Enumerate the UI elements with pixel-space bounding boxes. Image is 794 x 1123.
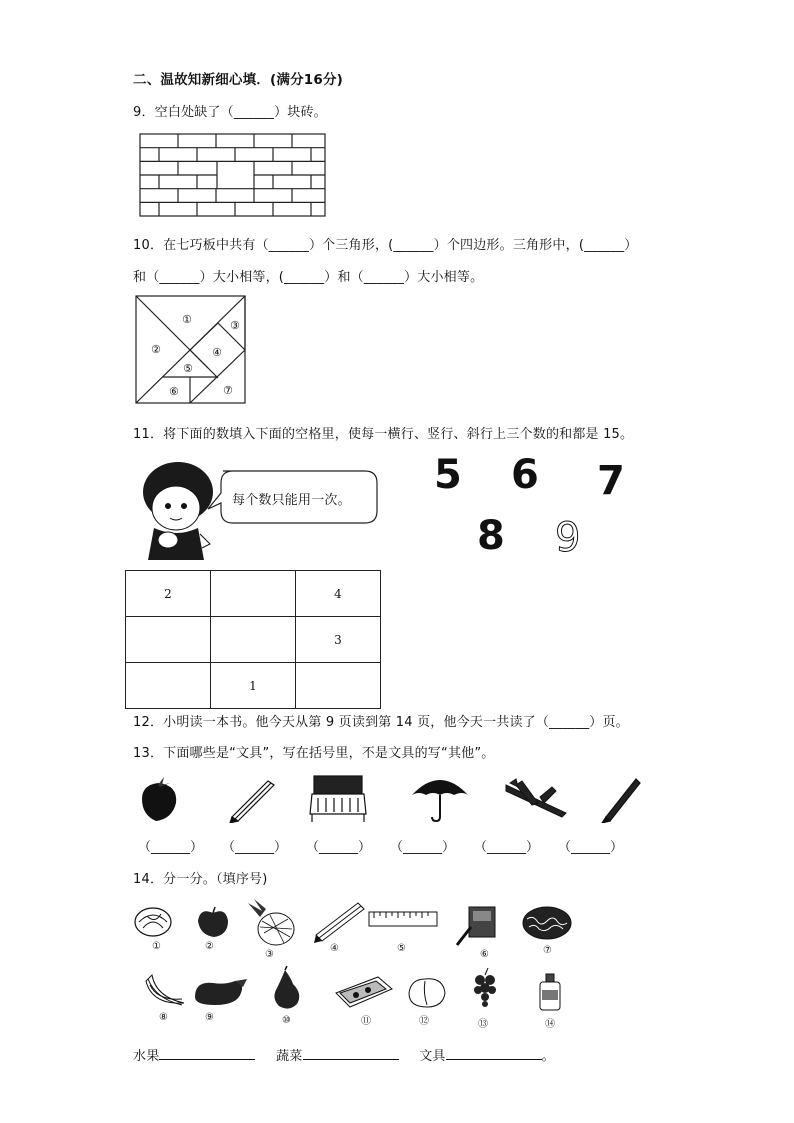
tangram-label-3: ③ [230,319,240,332]
ruler-icon [368,908,438,930]
answer-blank-pencil[interactable]: （______） [222,840,288,855]
brick-wall-figure [138,132,328,218]
eggplant-icon [191,975,251,1009]
answer-blank-bed[interactable]: （______） [306,840,372,855]
glue-bottle-icon [537,972,563,1012]
item-label-2: ② [205,941,214,952]
item-label-4: ④ [330,943,339,954]
category-stationery-label: 文具 [419,1049,446,1064]
question-11: 11．将下面的数填入下面的空格里，使每一横行、竖行、斜行上三个数的和都是 15。 [133,427,634,442]
item-label-13: ⑬ [478,1019,488,1030]
airplane-icon [502,777,572,821]
item-label-5: ⑤ [397,943,406,954]
answer-blank-umbrella[interactable]: （______） [390,840,456,855]
item-label-3: ③ [265,949,274,960]
grid-cell[interactable]: 2 [126,571,211,617]
peach-icon [405,973,449,1011]
grid-cell[interactable] [211,617,296,663]
umbrella-icon [410,771,470,823]
pineapple-icon [244,899,300,949]
category-answer-line: 水果 蔬菜 文具 。 [133,1049,555,1064]
grid-cell[interactable] [126,663,211,709]
item-label-14: ⑭ [545,1019,555,1030]
tangram-label-6: ⑥ [169,385,179,398]
tangram-label-1: ① [182,313,192,326]
bed-icon [308,774,368,824]
item-label-11: ⑪ [361,1016,371,1027]
apple-icon [196,905,230,939]
tangram-label-7: ⑦ [223,384,233,397]
vegetable-answer-field[interactable] [303,1047,399,1060]
tangram-figure [135,295,247,405]
tangram-label-2: ② [151,343,161,356]
answer-blank-airplane[interactable]: （______） [474,840,540,855]
digit-8: 8 [477,513,505,559]
fruit-answer-field[interactable] [159,1047,255,1060]
grid-cell[interactable] [296,663,381,709]
cabbage-icon [133,904,173,940]
digit-6: 6 [511,452,539,498]
answer-blank-pen[interactable]: （______） [558,840,624,855]
item-label-12: ⑫ [419,1016,429,1027]
answer-blank-strawberry[interactable]: （______） [138,840,204,855]
pencil-sharpener-icon [455,903,499,947]
stationery-answer-field[interactable] [446,1047,542,1060]
pen-icon [598,777,644,823]
pear-icon [269,966,305,1012]
question-10-line1: 10．在七巧板中共有（______）个三角形，(______）个四边形。三角形中，(______） [133,238,638,253]
banana-icon [142,971,188,1011]
question-12: 12．小明读一本书。他今天从第 9 页读到第 14 页，他今天一共读了（______）页。 [133,715,629,730]
category-vegetable-label: 蔬菜 [276,1049,303,1064]
item-label-10: ⑩ [282,1015,291,1026]
grid-cell[interactable]: 4 [296,571,381,617]
item-label-8: ⑧ [159,1012,168,1023]
grid-cell[interactable] [126,617,211,663]
grid-cell[interactable] [211,571,296,617]
question-9: 9．空白处缺了（______）块砖。 [133,105,327,120]
question-14: 14．分一分。（填序号) [133,872,268,887]
section-title: 二、温故知新细心填．(满分16分) [133,72,344,88]
grid-cell[interactable]: 3 [296,617,381,663]
question-10-line2: 和（______）大小相等，(______）和（______）大小相等。 [133,270,484,285]
category-fruit-label: 水果 [133,1049,160,1064]
tangram-label-5: ⑤ [183,362,193,375]
watermelon-icon [521,905,573,941]
tangram-label-4: ④ [212,346,222,359]
digit-5: 5 [434,452,462,498]
item-label-7: ⑦ [543,945,552,956]
pencil-case-icon [334,973,394,1011]
item-label-6: ⑥ [480,949,489,960]
strawberry-icon [138,775,180,823]
digit-7: 7 [597,458,625,504]
grapes-icon [470,968,502,1012]
grid-cell[interactable]: 1 [211,663,296,709]
item-label-9: ⑨ [205,1012,214,1023]
pencil-icon-2 [314,901,366,943]
speech-bubble-text: 每个数只能用一次。 [232,493,351,508]
question-13: 13．下面哪些是“文具”，写在括号里，不是文具的写“其他”。 [133,746,495,761]
item-label-1: ① [152,941,161,952]
pencil-icon [228,777,278,823]
magic-square-grid [125,570,381,709]
digit-9: 9 [555,515,581,561]
